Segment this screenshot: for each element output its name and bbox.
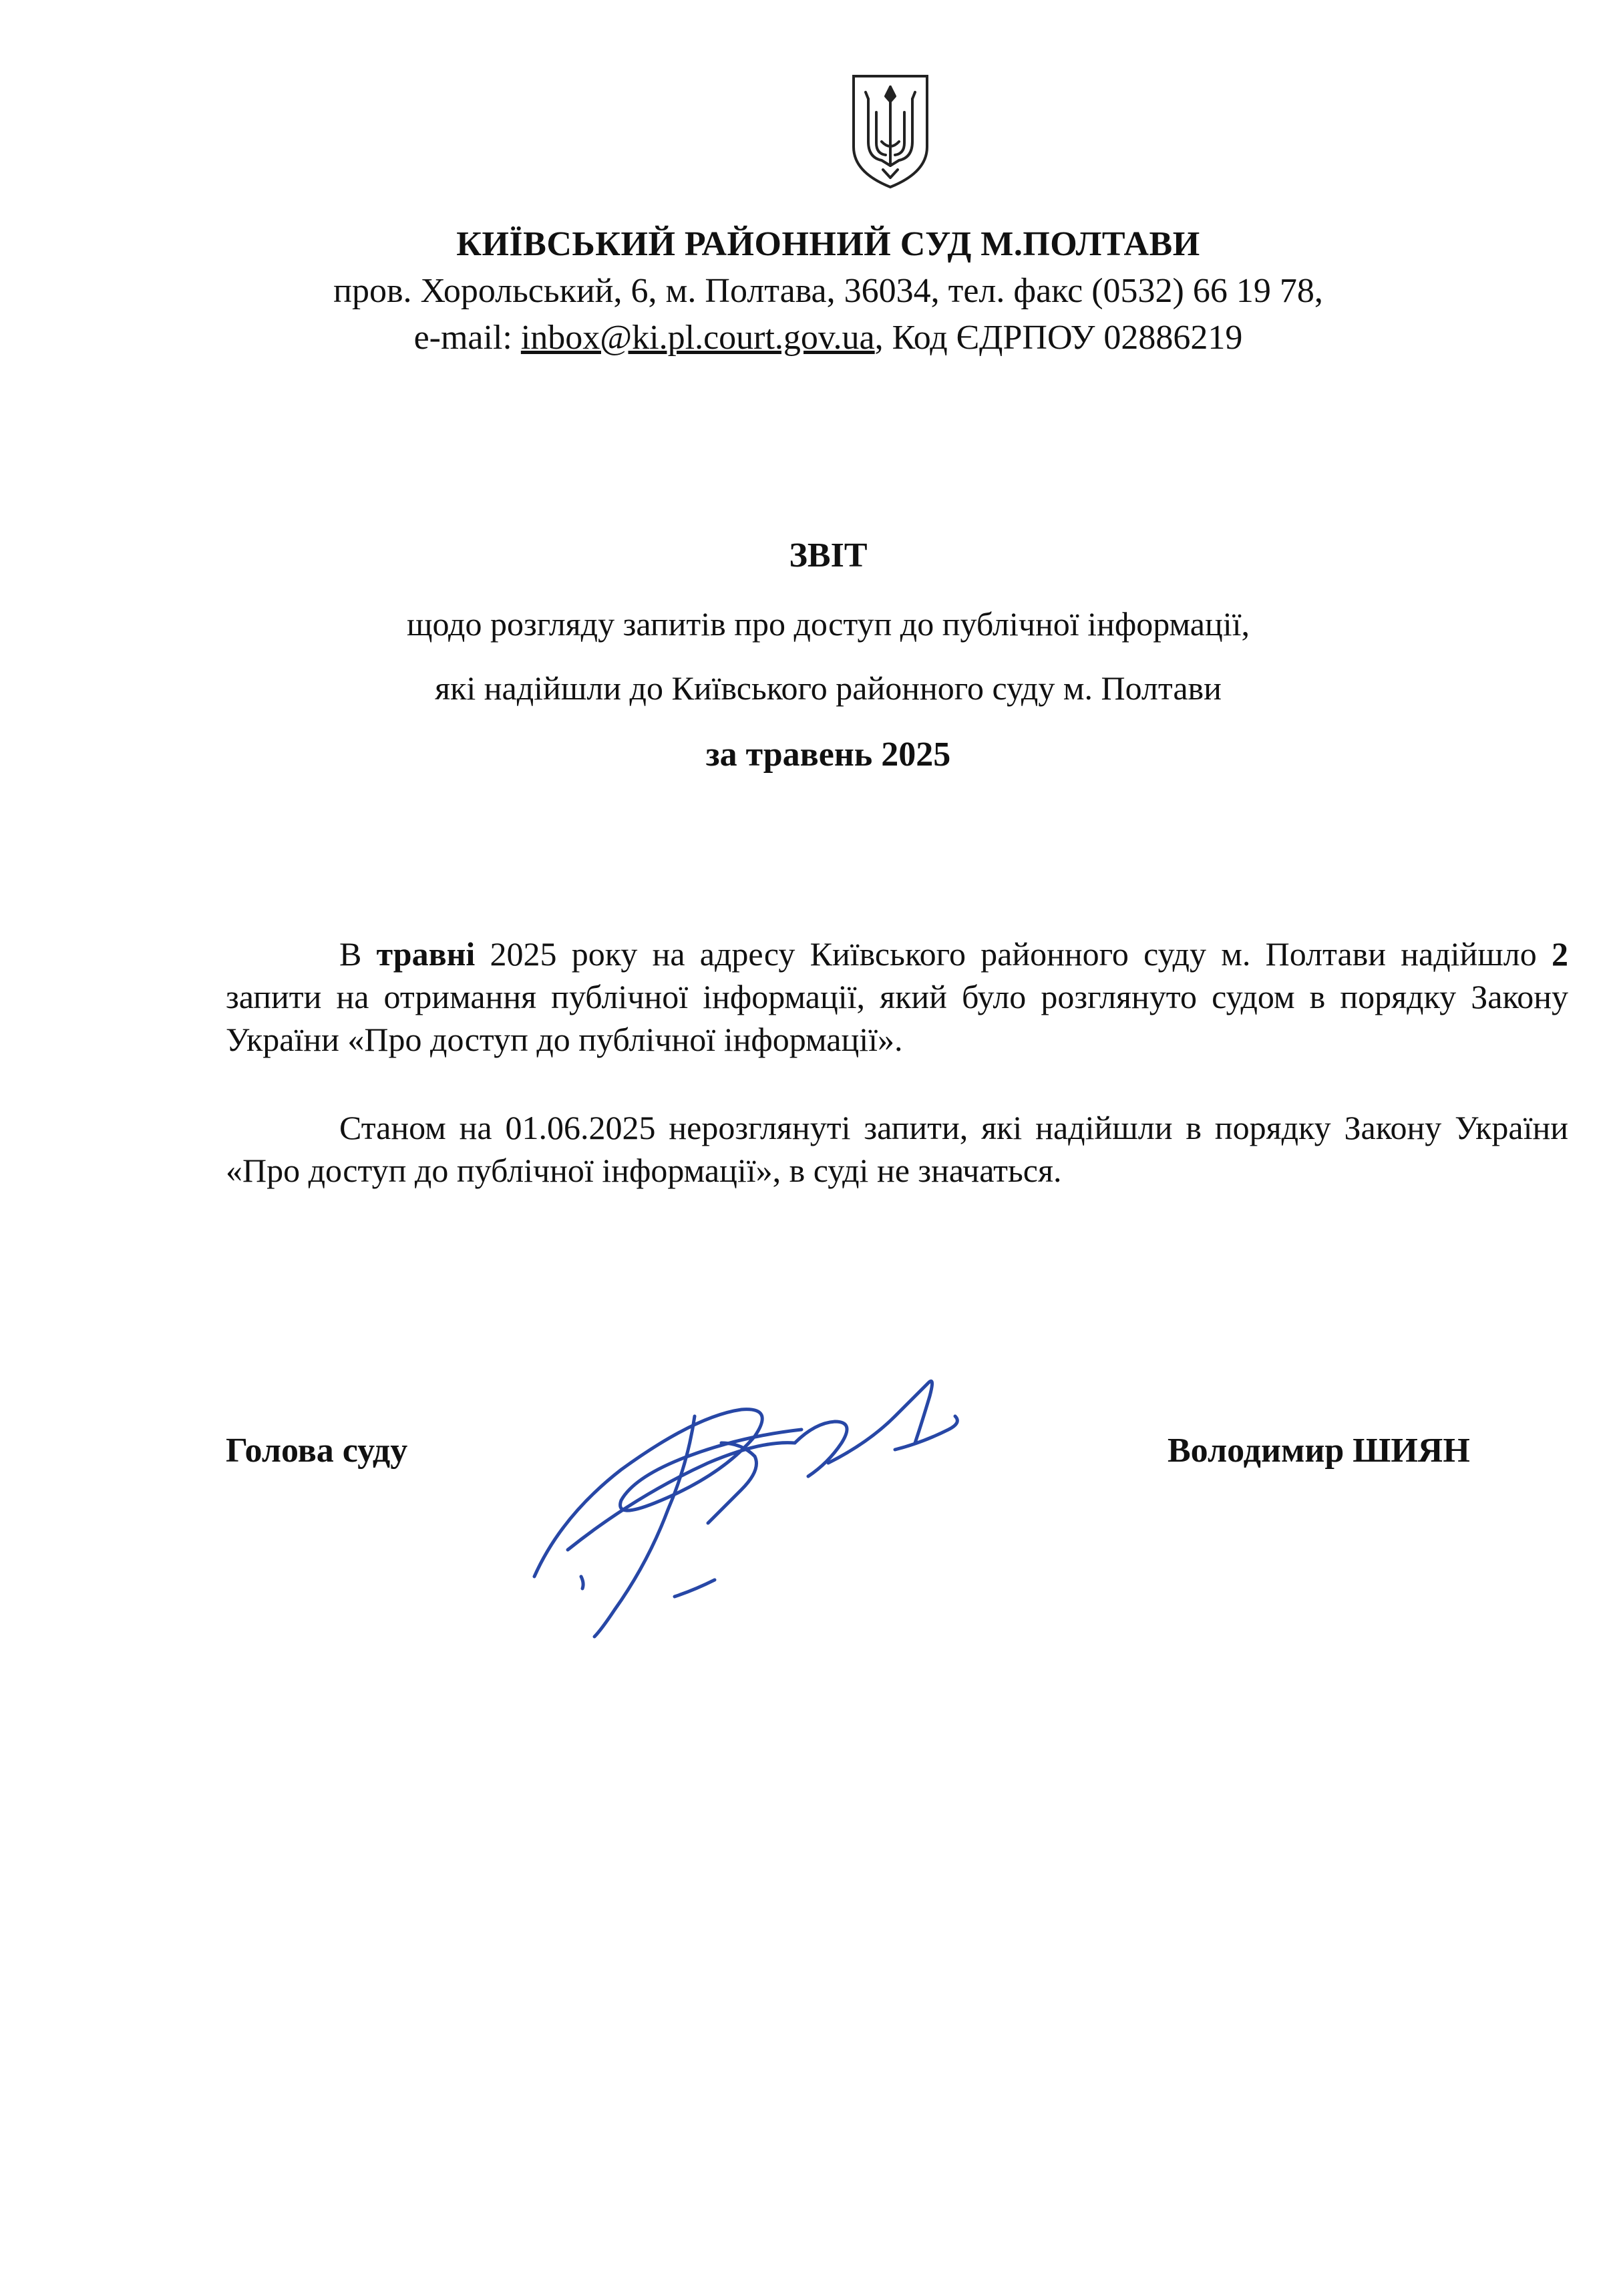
p1-count: 2	[1551, 935, 1568, 973]
court-address: пров. Хорольський, 6, м. Полтава, 36034, тел. факс (0532) 66 19 78,	[333, 272, 1323, 310]
p1-text-2: 2025 року на адресу Київського районного суду м. Полтави надійшло	[475, 935, 1552, 973]
court-name: КИЇВСЬКИЙ РАЙОННИЙ СУД М.ПОЛТАВИ	[456, 225, 1200, 263]
body-paragraph-1	[226, 933, 1568, 1061]
signatory-position: Голова суду	[226, 1432, 408, 1470]
p1-month: травні	[376, 935, 476, 973]
court-contacts	[200, 317, 1456, 359]
handwritten-signature-icon	[521, 1343, 989, 1650]
report-subtitle-1: щодо розгляду запитів про доступ до публічної інформації,	[406, 605, 1250, 643]
email-label: e-mail:	[413, 319, 521, 357]
signatory-name: Володимир ШИЯН	[1168, 1432, 1470, 1470]
body-paragraph-2: Станом на 01.06.2025 нерозглянуті запити, які надійшли в порядку Закону України «Про доступ до публічної інформації», в суді не значаться.	[226, 1109, 1568, 1189]
report-subtitle-2: які надійшли до Київського районного суду м. Полтави	[435, 669, 1222, 707]
report-title: ЗВІТ	[789, 536, 868, 575]
p1-text-3: запити на отримання публічної інформації, який було розглянуто судом в порядку Закону України «Про доступ до публічної інформації».	[226, 978, 1568, 1058]
report-period: за травень 2025	[705, 735, 951, 774]
email-link[interactable]: inbox@ki.pl.court.gov.ua	[520, 319, 875, 357]
p1-text-1: В	[339, 935, 377, 973]
coat-of-arms-icon	[850, 72, 931, 191]
edrpou-code: , Код ЄДРПОУ 02886219	[874, 319, 1243, 357]
